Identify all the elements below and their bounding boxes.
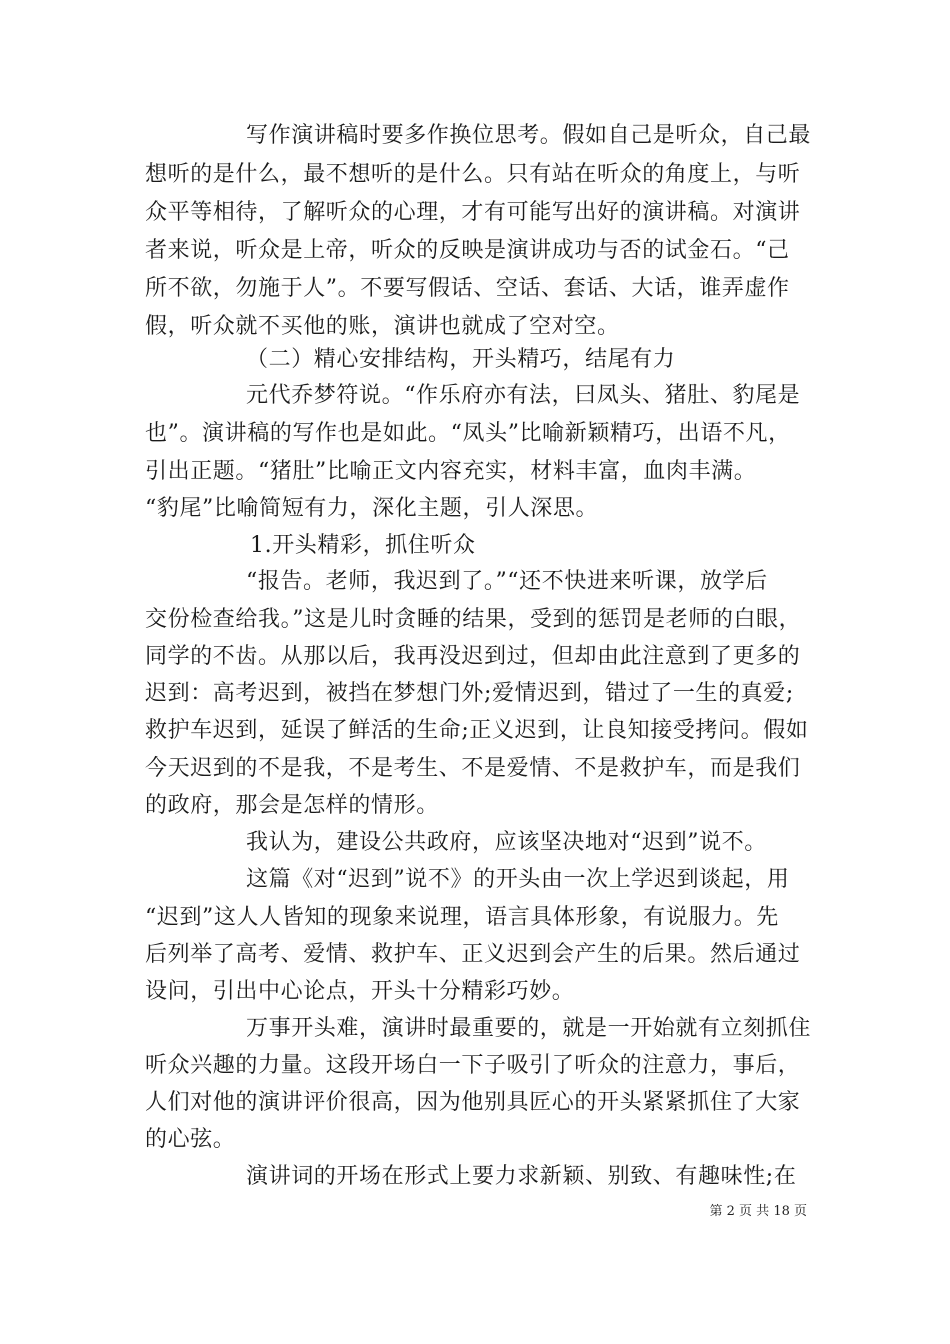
paragraph-line: 迟到：高考迟到，被挡在梦想门外;爱情迟到，错过了一生的真爱; <box>145 681 794 706</box>
paragraph-line: 今天迟到的不是我，不是考生、不是爱情、不是救护车，而是我们 <box>145 756 801 781</box>
paragraph-line: 后列举了高考、爱情、救护车、正义迟到会产生的后果。然后通过 <box>145 942 801 967</box>
paragraph-line: 者来说，听众是上帝，听众的反映是演讲成功与否的试金石。“己 <box>145 238 790 263</box>
paragraph-line: 万事开头难，演讲时最重要的，就是一开始就有立刻抓住 <box>246 1016 812 1041</box>
paragraph-line: “豹尾”比喻简短有力，深化主题，引人深思。 <box>145 496 599 521</box>
paragraph-line: 引出正题。“猪肚”比喻正文内容充实，材料丰富，血肉丰满。 <box>145 459 757 484</box>
paragraph-line: 同学的不齿。从那以后，我再没迟到过，但却由此注意到了更多的 <box>145 644 801 669</box>
paragraph-line: 写作演讲稿时要多作换位思考。假如自己是听众，自己最 <box>246 123 812 148</box>
paragraph-line: 设问，引出中心论点，开头十分精彩巧妙。 <box>145 979 575 1004</box>
paragraph-line: 假，听众就不买他的账，演讲也就成了空对空。 <box>145 314 620 339</box>
paragraph-line: 人们对他的演讲评价很高，因为他别具匠心的开头紧紧抓住了大家 <box>145 1090 801 1115</box>
paragraph-line: “报告。老师，我迟到了。”“还不快进来听课，放学后 <box>246 569 768 594</box>
paragraph-line: 听众兴趣的力量。这段开场白一下子吸引了听众的注意力，事后， <box>145 1053 801 1078</box>
subsection-heading: 1.开头精彩，抓住听众 <box>250 533 476 558</box>
paragraph-line: 演讲词的开场在形式上要力求新颖、别致、有趣味性;在 <box>246 1164 797 1189</box>
paragraph-line: 所不欲，勿施于人”。不要写假话、空话、套话、大话，谁弄虚作 <box>145 276 790 301</box>
page-number-footer: 第 2 页 共 18 页 <box>709 1204 807 1219</box>
paragraph-line: 的心弦。 <box>145 1127 236 1152</box>
paragraph-line: 想听的是什么，最不想听的是什么。只有站在听众的角度上，与听 <box>145 162 801 187</box>
paragraph-line: 众平等相待，了解听众的心理，才有可能写出好的演讲稿。对演讲 <box>145 200 801 225</box>
paragraph-line: 这篇《对“迟到”说不》的开头由一次上学迟到谈起，用 <box>246 867 790 892</box>
section-heading: （二）精心安排结构，开头精巧，结尾有力 <box>246 347 676 372</box>
paragraph-line: 救护车迟到，延误了鲜活的生命;正义迟到，让良知接受拷问。假如 <box>145 718 809 743</box>
paragraph-line: 交份检查给我。”这是儿时贪睡的结果，受到的惩罚是老师的白眼， <box>145 607 802 632</box>
paragraph-line: 也”。演讲稿的写作也是如此。“凤头”比喻新颖精巧，出语不凡， <box>145 421 791 446</box>
paragraph-line: 我认为，建设公共政府，应该坚决地对“迟到”说不。 <box>246 830 767 855</box>
paragraph-line: 的政府，那会是怎样的情形。 <box>145 793 439 818</box>
paragraph-line: “迟到”这人人皆知的现象来说理，语言具体形象，有说服力。先 <box>145 905 779 930</box>
paragraph-line: 元代乔梦符说。“作乐府亦有法，曰凤头、猪肚、豹尾是 <box>246 383 801 408</box>
